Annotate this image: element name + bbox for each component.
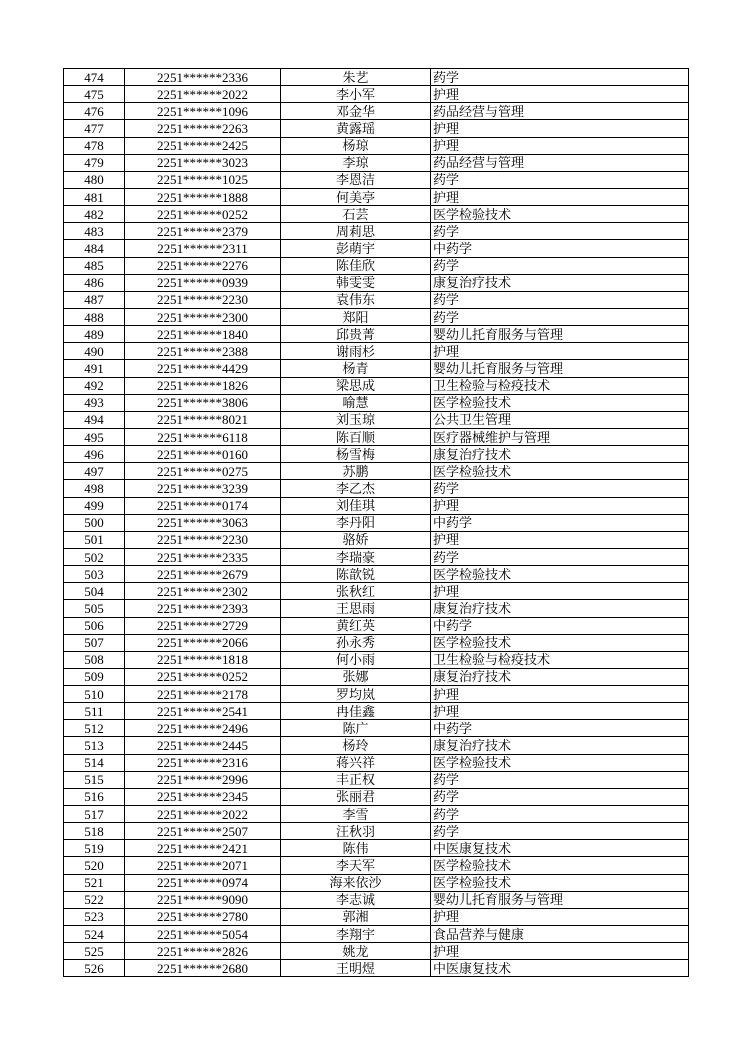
major-cell: 护理 [431, 908, 689, 925]
student-id-cell: 2251******2022 [125, 806, 281, 823]
major-cell: 公共卫生管理 [431, 411, 689, 428]
student-id-cell: 2251******2680 [125, 960, 281, 977]
table-row [64, 668, 689, 685]
row-number-cell: 479 [64, 154, 125, 171]
major-cell: 药学 [431, 257, 689, 274]
student-name-cell: 张秋红 [281, 583, 431, 600]
major-cell: 药学 [431, 548, 689, 565]
table-row [64, 874, 689, 891]
major-cell: 护理 [431, 343, 689, 360]
student-name-cell: 张娜 [281, 668, 431, 685]
row-number-cell: 500 [64, 514, 125, 531]
student-name-cell: 李翔宇 [281, 926, 431, 943]
student-id-cell: 2251******2022 [125, 86, 281, 103]
student-id-cell: 2251******2263 [125, 120, 281, 137]
major-cell: 中医康复技术 [431, 840, 689, 857]
table-row [64, 343, 689, 360]
student-id-cell: 2251******2679 [125, 566, 281, 583]
student-id-cell: 2251******2421 [125, 840, 281, 857]
student-name-cell: 邱贵菁 [281, 326, 431, 343]
major-cell: 婴幼儿托育服务与管理 [431, 326, 689, 343]
student-name-cell: 韩雯雯 [281, 274, 431, 291]
table-row [64, 120, 689, 137]
row-number-cell: 505 [64, 600, 125, 617]
row-number-cell: 476 [64, 103, 125, 120]
student-id-cell: 2251******6118 [125, 428, 281, 445]
row-number-cell: 519 [64, 840, 125, 857]
student-id-cell: 2251******0174 [125, 497, 281, 514]
major-cell: 护理 [431, 86, 689, 103]
major-cell: 中药学 [431, 514, 689, 531]
major-cell: 药学 [431, 806, 689, 823]
major-cell: 医学检验技术 [431, 463, 689, 480]
student-id-cell: 2251******9090 [125, 891, 281, 908]
table-row [64, 686, 689, 703]
row-number-cell: 509 [64, 668, 125, 685]
student-name-cell: 郭湘 [281, 908, 431, 925]
table-row [64, 703, 689, 720]
major-cell: 药学 [431, 480, 689, 497]
table-row [64, 720, 689, 737]
table-row [64, 823, 689, 840]
student-name-cell: 李小军 [281, 86, 431, 103]
table-row [64, 69, 689, 86]
table-row [64, 548, 689, 565]
row-number-cell: 494 [64, 411, 125, 428]
row-number-cell: 513 [64, 737, 125, 754]
table-body [64, 69, 689, 977]
row-number-cell: 488 [64, 308, 125, 325]
student-id-cell: 2251******2178 [125, 686, 281, 703]
major-cell: 医疗器械维护与管理 [431, 428, 689, 445]
student-id-cell: 2251******2335 [125, 548, 281, 565]
row-number-cell: 523 [64, 908, 125, 925]
student-name-cell: 王思雨 [281, 600, 431, 617]
row-number-cell: 487 [64, 291, 125, 308]
student-id-cell: 2251******1096 [125, 103, 281, 120]
major-cell: 卫生检验与检疫技术 [431, 377, 689, 394]
student-name-cell: 李志诚 [281, 891, 431, 908]
row-number-cell: 475 [64, 86, 125, 103]
row-number-cell: 498 [64, 480, 125, 497]
table-row [64, 360, 689, 377]
student-id-cell: 2251******3239 [125, 480, 281, 497]
student-name-cell: 汪秋羽 [281, 823, 431, 840]
student-id-cell: 2251******2496 [125, 720, 281, 737]
student-id-cell: 2251******8021 [125, 411, 281, 428]
student-id-cell: 2251******2071 [125, 857, 281, 874]
student-id-cell: 2251******2445 [125, 737, 281, 754]
major-cell: 医学检验技术 [431, 754, 689, 771]
student-name-cell: 朱艺 [281, 69, 431, 86]
table-row [64, 137, 689, 154]
table-row [64, 840, 689, 857]
row-number-cell: 520 [64, 857, 125, 874]
student-name-cell: 李丹阳 [281, 514, 431, 531]
row-number-cell: 477 [64, 120, 125, 137]
row-number-cell: 490 [64, 343, 125, 360]
student-id-cell: 2251******0252 [125, 668, 281, 685]
table-row [64, 754, 689, 771]
student-id-cell: 2251******0939 [125, 274, 281, 291]
student-id-cell: 2251******2388 [125, 343, 281, 360]
student-id-cell: 2251******2066 [125, 634, 281, 651]
student-id-cell: 2251******2302 [125, 583, 281, 600]
major-cell: 护理 [431, 703, 689, 720]
table-row [64, 223, 689, 240]
row-number-cell: 474 [64, 69, 125, 86]
table-row [64, 634, 689, 651]
student-name-cell: 何小雨 [281, 651, 431, 668]
student-id-cell: 2251******2230 [125, 291, 281, 308]
student-name-cell: 谢雨杉 [281, 343, 431, 360]
table-row [64, 411, 689, 428]
table-row [64, 617, 689, 634]
student-name-cell: 李雪 [281, 806, 431, 823]
student-name-cell: 李天军 [281, 857, 431, 874]
row-number-cell: 491 [64, 360, 125, 377]
student-id-cell: 2251******2379 [125, 223, 281, 240]
row-number-cell: 512 [64, 720, 125, 737]
major-cell: 医学检验技术 [431, 566, 689, 583]
student-id-cell: 2251******2316 [125, 754, 281, 771]
student-name-cell: 袁伟东 [281, 291, 431, 308]
student-name-cell: 刘佳琪 [281, 497, 431, 514]
row-number-cell: 518 [64, 823, 125, 840]
row-number-cell: 517 [64, 806, 125, 823]
student-name-cell: 海来依沙 [281, 874, 431, 891]
row-number-cell: 506 [64, 617, 125, 634]
table-row [64, 326, 689, 343]
student-name-cell: 何美亭 [281, 188, 431, 205]
major-cell: 康复治疗技术 [431, 737, 689, 754]
student-name-cell: 李琼 [281, 154, 431, 171]
table-row [64, 788, 689, 805]
student-name-cell: 彭萌宇 [281, 240, 431, 257]
student-name-cell: 陈百顺 [281, 428, 431, 445]
table-row [64, 908, 689, 925]
table-row [64, 926, 689, 943]
row-number-cell: 492 [64, 377, 125, 394]
row-number-cell: 526 [64, 960, 125, 977]
student-id-cell: 2251******2393 [125, 600, 281, 617]
table-row [64, 291, 689, 308]
row-number-cell: 484 [64, 240, 125, 257]
major-cell: 医学检验技术 [431, 874, 689, 891]
row-number-cell: 499 [64, 497, 125, 514]
row-number-cell: 483 [64, 223, 125, 240]
table-row [64, 188, 689, 205]
student-id-cell: 2251******2780 [125, 908, 281, 925]
table-row [64, 274, 689, 291]
row-number-cell: 478 [64, 137, 125, 154]
major-cell: 药学 [431, 771, 689, 788]
table-row [64, 103, 689, 120]
major-cell: 药学 [431, 171, 689, 188]
student-name-cell: 张丽君 [281, 788, 431, 805]
student-id-cell: 2251******1888 [125, 188, 281, 205]
table-row [64, 206, 689, 223]
student-id-cell: 2251******1818 [125, 651, 281, 668]
table-row [64, 428, 689, 445]
row-number-cell: 507 [64, 634, 125, 651]
student-id-cell: 2251******4429 [125, 360, 281, 377]
table-row [64, 446, 689, 463]
student-name-cell: 李恩洁 [281, 171, 431, 188]
student-id-cell: 2251******2345 [125, 788, 281, 805]
major-cell: 康复治疗技术 [431, 274, 689, 291]
student-name-cell: 邓金华 [281, 103, 431, 120]
student-name-cell: 周莉思 [281, 223, 431, 240]
row-number-cell: 482 [64, 206, 125, 223]
student-name-cell: 丰正权 [281, 771, 431, 788]
major-cell: 康复治疗技术 [431, 446, 689, 463]
student-id-cell: 2251******3806 [125, 394, 281, 411]
student-list-table [63, 68, 689, 977]
major-cell: 婴幼儿托育服务与管理 [431, 891, 689, 908]
student-name-cell: 杨雪梅 [281, 446, 431, 463]
major-cell: 护理 [431, 531, 689, 548]
table-row [64, 806, 689, 823]
student-name-cell: 梁思成 [281, 377, 431, 394]
student-name-cell: 杨琼 [281, 137, 431, 154]
student-id-cell: 2251******2230 [125, 531, 281, 548]
row-number-cell: 524 [64, 926, 125, 943]
student-id-cell: 2251******2729 [125, 617, 281, 634]
row-number-cell: 503 [64, 566, 125, 583]
table-row [64, 86, 689, 103]
major-cell: 康复治疗技术 [431, 600, 689, 617]
student-name-cell: 蒋兴祥 [281, 754, 431, 771]
student-id-cell: 2251******2425 [125, 137, 281, 154]
major-cell: 医学检验技术 [431, 394, 689, 411]
student-id-cell: 2251******2996 [125, 771, 281, 788]
row-number-cell: 516 [64, 788, 125, 805]
major-cell: 中药学 [431, 617, 689, 634]
major-cell: 护理 [431, 120, 689, 137]
student-id-cell: 2251******2311 [125, 240, 281, 257]
student-name-cell: 陈佳欣 [281, 257, 431, 274]
student-id-cell: 2251******0252 [125, 206, 281, 223]
table-row [64, 257, 689, 274]
row-number-cell: 514 [64, 754, 125, 771]
row-number-cell: 525 [64, 943, 125, 960]
student-name-cell: 刘玉琼 [281, 411, 431, 428]
student-id-cell: 2251******2507 [125, 823, 281, 840]
student-id-cell: 2251******1826 [125, 377, 281, 394]
student-id-cell: 2251******3063 [125, 514, 281, 531]
student-name-cell: 王明煜 [281, 960, 431, 977]
student-id-cell: 2251******0275 [125, 463, 281, 480]
major-cell: 护理 [431, 686, 689, 703]
student-name-cell: 郑阳 [281, 308, 431, 325]
table-row [64, 497, 689, 514]
table-row [64, 531, 689, 548]
table-row [64, 154, 689, 171]
student-name-cell: 孙永秀 [281, 634, 431, 651]
major-cell: 药品经营与管理 [431, 103, 689, 120]
student-id-cell: 2251******0160 [125, 446, 281, 463]
row-number-cell: 510 [64, 686, 125, 703]
student-id-cell: 2251******2826 [125, 943, 281, 960]
student-name-cell: 陈伟 [281, 840, 431, 857]
table-row [64, 600, 689, 617]
major-cell: 中药学 [431, 720, 689, 737]
student-id-cell: 2251******1025 [125, 171, 281, 188]
student-id-cell: 2251******2300 [125, 308, 281, 325]
table-row [64, 583, 689, 600]
major-cell: 食品营养与健康 [431, 926, 689, 943]
table-row [64, 566, 689, 583]
table-row [64, 240, 689, 257]
row-number-cell: 515 [64, 771, 125, 788]
student-id-cell: 2251******2276 [125, 257, 281, 274]
row-number-cell: 493 [64, 394, 125, 411]
row-number-cell: 485 [64, 257, 125, 274]
student-id-cell: 2251******0974 [125, 874, 281, 891]
table-row [64, 394, 689, 411]
student-name-cell: 陈歆锐 [281, 566, 431, 583]
row-number-cell: 508 [64, 651, 125, 668]
student-name-cell: 陈广 [281, 720, 431, 737]
major-cell: 护理 [431, 943, 689, 960]
major-cell: 药学 [431, 291, 689, 308]
student-name-cell: 黄露瑶 [281, 120, 431, 137]
major-cell: 护理 [431, 497, 689, 514]
major-cell: 药学 [431, 69, 689, 86]
student-name-cell: 黄红英 [281, 617, 431, 634]
student-name-cell: 姚龙 [281, 943, 431, 960]
table-row [64, 651, 689, 668]
major-cell: 中药学 [431, 240, 689, 257]
student-id-cell: 2251******3023 [125, 154, 281, 171]
student-id-cell: 2251******1840 [125, 326, 281, 343]
student-id-cell: 2251******2336 [125, 69, 281, 86]
table-row [64, 857, 689, 874]
student-name-cell: 杨玲 [281, 737, 431, 754]
major-cell: 药学 [431, 223, 689, 240]
student-name-cell: 喻慧 [281, 394, 431, 411]
student-name-cell: 李瑞豪 [281, 548, 431, 565]
table-row [64, 771, 689, 788]
row-number-cell: 501 [64, 531, 125, 548]
student-name-cell: 骆娇 [281, 531, 431, 548]
student-name-cell: 苏鹏 [281, 463, 431, 480]
student-name-cell: 石芸 [281, 206, 431, 223]
table-row [64, 377, 689, 394]
student-name-cell: 冉佳鑫 [281, 703, 431, 720]
major-cell: 药品经营与管理 [431, 154, 689, 171]
major-cell: 卫生检验与检疫技术 [431, 651, 689, 668]
row-number-cell: 496 [64, 446, 125, 463]
student-id-cell: 2251******2541 [125, 703, 281, 720]
row-number-cell: 511 [64, 703, 125, 720]
table-row [64, 480, 689, 497]
row-number-cell: 497 [64, 463, 125, 480]
major-cell: 医学检验技术 [431, 206, 689, 223]
major-cell: 婴幼儿托育服务与管理 [431, 360, 689, 377]
table-row [64, 891, 689, 908]
row-number-cell: 486 [64, 274, 125, 291]
major-cell: 药学 [431, 788, 689, 805]
table-row [64, 308, 689, 325]
major-cell: 中医康复技术 [431, 960, 689, 977]
student-id-cell: 2251******5054 [125, 926, 281, 943]
table-row [64, 737, 689, 754]
student-name-cell: 罗均岚 [281, 686, 431, 703]
row-number-cell: 489 [64, 326, 125, 343]
major-cell: 医学检验技术 [431, 857, 689, 874]
major-cell: 护理 [431, 137, 689, 154]
row-number-cell: 504 [64, 583, 125, 600]
student-name-cell: 李乙杰 [281, 480, 431, 497]
row-number-cell: 495 [64, 428, 125, 445]
major-cell: 药学 [431, 308, 689, 325]
major-cell: 医学检验技术 [431, 634, 689, 651]
row-number-cell: 521 [64, 874, 125, 891]
row-number-cell: 480 [64, 171, 125, 188]
major-cell: 药学 [431, 823, 689, 840]
row-number-cell: 502 [64, 548, 125, 565]
major-cell: 护理 [431, 583, 689, 600]
row-number-cell: 522 [64, 891, 125, 908]
major-cell: 护理 [431, 188, 689, 205]
student-name-cell: 杨青 [281, 360, 431, 377]
table-row [64, 514, 689, 531]
table-row [64, 463, 689, 480]
row-number-cell: 481 [64, 188, 125, 205]
table-row [64, 171, 689, 188]
major-cell: 康复治疗技术 [431, 668, 689, 685]
table-row [64, 960, 689, 977]
table-row [64, 943, 689, 960]
